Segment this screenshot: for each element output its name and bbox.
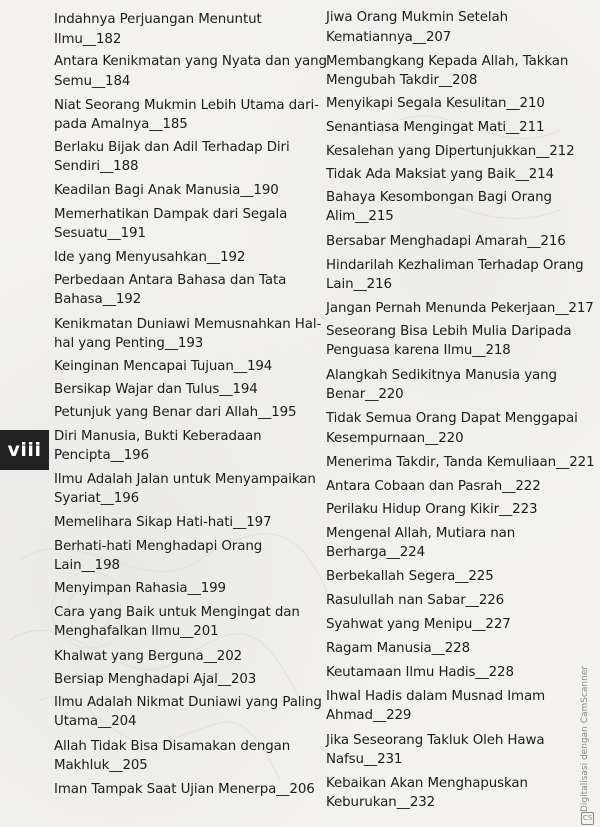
toc-entry-line1: Antara Kenikmatan yang Nyata dan yang [54, 54, 327, 69]
toc-entry-line1: Perbedaan Antara Bahasa dan Tata [54, 273, 287, 288]
toc-entry-line1: Cara yang Baik untuk Mengingat dan [54, 605, 300, 620]
toc-entry-line1: Ilmu Adalah Jalan untuk Menyampaikan [54, 472, 316, 487]
toc-entry-line1: Keinginan Mencapai Tujuan__194 [54, 359, 273, 374]
toc-entry-line1: Berhati-hati Menghadapi Orang [54, 539, 263, 554]
toc-entry [54, 779, 315, 801]
toc-entry [54, 180, 279, 202]
toc-entry-line2: Bahasa__192 [54, 292, 142, 307]
toc-entry-line1: Memerhatikan Dampak dari Segala [54, 207, 288, 222]
toc-entry [54, 51, 327, 73]
toc-entry [326, 141, 575, 163]
toc-entry [54, 669, 256, 691]
toc-entry [326, 93, 545, 115]
toc-entry-line1: Indahnya Perjuangan Menuntut [54, 12, 262, 27]
toc-entry-line2: Mengubah Takdir__208 [326, 73, 478, 88]
toc-entry-line1: Memelihara Sikap Hati-hati__197 [54, 515, 272, 530]
toc-entry-line1: Perilaku Hidup Orang Kikir__223 [326, 502, 538, 517]
toc-entry-cont [54, 333, 203, 355]
toc-entry-cont [326, 70, 477, 92]
toc-entry-line2: Makhluk__205 [54, 758, 148, 773]
toc-entry [326, 231, 566, 253]
toc-entry [326, 566, 494, 588]
toc-entry-line1: Menyikapi Segala Kesulitan__210 [326, 96, 545, 111]
toc-entry-line1: Ilmu Adalah Nikmat Duniawi yang Paling [54, 695, 322, 710]
toc-entry [326, 7, 508, 29]
toc-entry-cont [326, 340, 511, 362]
toc-entry [54, 247, 245, 269]
toc-entry-line1: Ragam Manusia__228 [326, 641, 471, 656]
toc-entry-line2: Utama__204 [54, 714, 137, 729]
camscanner-logo-icon: CS [581, 812, 594, 825]
toc-entry-line1: Alangkah Sedikitnya Manusia yang [326, 368, 557, 383]
toc-entry-line1: Menerima Takdir, Tanda Kemuliaan__221 [326, 455, 595, 470]
toc-entry [326, 499, 537, 521]
toc-entry-line1: Jiwa Orang Mukmin Setelah [326, 10, 509, 25]
toc-entry-cont [326, 206, 394, 228]
toc-entry [54, 402, 296, 424]
toc-entry-cont [326, 27, 451, 49]
toc-entry-line1: Bahaya Kesombongan Bagi Orang [326, 190, 552, 205]
toc-entry-line1: Rasulullah nan Sabar__226 [326, 593, 505, 608]
toc-entry-cont [54, 621, 219, 643]
toc-entry-line2: Lain__216 [326, 277, 392, 292]
toc-entry-line2: Pencipta__196 [54, 448, 150, 463]
toc-entry-line2: Keburukan__232 [326, 795, 436, 810]
toc-entry-line1: Hindarilah Kezhaliman Terhadap Orang [326, 258, 584, 273]
toc-entry-line2: Benar__220 [326, 387, 404, 402]
toc-entry-line1: Tidak Ada Maksiat yang Baik__214 [326, 167, 555, 182]
toc-entry-line1: Keutamaan Ilmu Hadis__228 [326, 665, 514, 680]
toc-entry-cont [326, 705, 411, 727]
toc-entry-line1: Jangan Pernah Menunda Pekerjaan__217 [326, 301, 594, 316]
toc-entry [326, 614, 511, 636]
toc-entry [326, 408, 578, 430]
toc-entry-cont [54, 114, 188, 136]
toc-entry-line1: Bersikap Wajar dan Tulus__194 [54, 382, 258, 397]
toc-entry-line2: Ahmad__229 [326, 708, 412, 723]
toc-entry-line1: Diri Manusia, Bukti Keberadaan [54, 429, 262, 444]
toc-entry-cont [54, 445, 149, 467]
toc-entry-line1: Menyimpan Rahasia__199 [54, 581, 226, 596]
toc-entry-cont [54, 755, 148, 777]
toc-entry-line2: Alim__215 [326, 209, 394, 224]
toc-entry-line2: Kematiannya__207 [326, 30, 452, 45]
toc-entry [326, 638, 470, 660]
toc-entry-line2: Nafsu__231 [326, 752, 403, 767]
toc-entry-line2: Syariat__196 [54, 491, 140, 506]
toc-entry-cont [326, 428, 464, 450]
toc-entry-line1: Petunjuk yang Benar dari Allah__195 [54, 405, 297, 420]
toc-entry [326, 298, 594, 320]
toc-entry-line1: Bersabar Menghadapi Amarah__216 [326, 234, 566, 249]
toc-entry-line1: Senantiasa Mengingat Mati__211 [326, 120, 545, 135]
page-number-badge: viii [0, 430, 49, 470]
camscanner-watermark: Digitalisasi dengan CamScanner [580, 665, 590, 812]
toc-entry-line1: Membangkang Kepada Allah, Takkan [326, 54, 569, 69]
toc-entry-line1: Seseorang Bisa Lebih Mulia Daripada [326, 324, 572, 339]
toc-entry [54, 9, 262, 31]
toc-entry-line2: Berharga__224 [326, 545, 426, 560]
toc-entry-cont [54, 711, 136, 733]
toc-entry [54, 646, 242, 668]
toc-entry-line2: Kesempurnaan__220 [326, 431, 464, 446]
toc-entry-line1: Ihwal Hadis dalam Musnad Imam [326, 689, 546, 704]
toc-entry-line2: Penguasa karena Ilmu__218 [326, 343, 511, 358]
toc-entry-cont [54, 29, 121, 51]
toc-entry-line2: Sendiri__188 [54, 159, 139, 174]
toc-entry-line1: Khalwat yang Berguna__202 [54, 649, 243, 664]
toc-entry [326, 476, 541, 498]
toc-entry-line1: Berbekallah Segera__225 [326, 569, 494, 584]
toc-entry [326, 117, 544, 139]
toc-entry-cont [54, 488, 139, 510]
toc-entry [326, 164, 554, 186]
toc-entry-line2: Ilmu__182 [54, 32, 122, 47]
toc-entry-line2: Menghafalkan Ilmu__201 [54, 624, 219, 639]
toc-entry-line1: Tidak Semua Orang Dapat Menggapai [326, 411, 578, 426]
toc-entry [54, 379, 258, 401]
toc-entry-cont [54, 156, 138, 178]
toc-entry-cont [326, 749, 402, 771]
toc-entry-line2: Sesuatu__191 [54, 226, 146, 241]
toc-entry-line1: Bersiap Menghadapi Ajal__203 [54, 672, 257, 687]
toc-entry-line1: Syahwat yang Menipu__227 [326, 617, 511, 632]
toc-entry-cont [54, 289, 141, 311]
toc-entry-line1: Allah Tidak Bisa Disamakan dengan [54, 739, 291, 754]
toc-entry-line1: Antara Cobaan dan Pasrah__222 [326, 479, 541, 494]
toc-entry-cont [326, 384, 404, 406]
toc-entry [54, 578, 226, 600]
toc-entry-line2: hal yang Penting__193 [54, 336, 204, 351]
toc-entry-line1: Keadilan Bagi Anak Manusia__190 [54, 183, 279, 198]
toc-entry [54, 512, 271, 534]
toc-entry-line1: Kenikmatan Duniawi Memusnahkan Hal- [54, 317, 322, 332]
toc-entry-line1: Jika Seseorang Takluk Oleh Hawa [326, 733, 545, 748]
toc-entry-line2: Semu__184 [54, 74, 131, 89]
toc-entry-line1: Kesalehan yang Dipertunjukkan__212 [326, 144, 575, 159]
toc-entry-line1: Kebaikan Akan Menghapuskan [326, 776, 528, 791]
toc-entry-cont [54, 71, 130, 93]
toc-entry-line2: pada Amalnya__185 [54, 117, 188, 132]
toc-entry-cont [326, 542, 425, 564]
toc-entry-line1: Iman Tampak Saat Ujian Menerpa__206 [54, 782, 315, 797]
toc-entry-line1: Berlaku Bijak dan Adil Terhadap Diri [54, 140, 290, 155]
toc-entry-line2: Lain__198 [54, 558, 120, 573]
toc-entry [326, 452, 595, 474]
toc-entry [326, 590, 504, 612]
toc-entry-line1: Ide yang Menyusahkan__192 [54, 250, 246, 265]
toc-entry [326, 662, 514, 684]
toc-entry-cont [326, 274, 392, 296]
toc-entry-line1: Niat Seorang Mukmin Lebih Utama dari- [54, 98, 319, 113]
toc-entry-cont [54, 223, 146, 245]
toc-entry-line1: Mengenal Allah, Mutiara nan [326, 526, 516, 541]
toc-entry [54, 356, 272, 378]
toc-entry-cont [326, 792, 435, 814]
toc-entry-cont [54, 555, 120, 577]
